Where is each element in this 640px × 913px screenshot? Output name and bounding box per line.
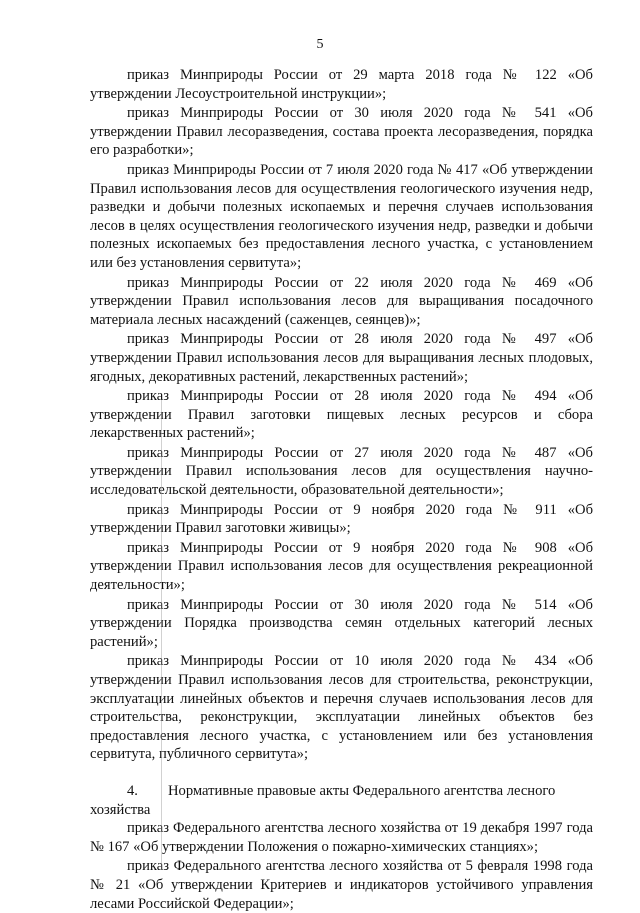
order-paragraph: приказ Минприроды России от 30 июля 2020 года № 541 «Об утверждении Правил лесоразведения, состава проекта лесоразведения, порядка его разработки»; (90, 105, 593, 159)
page-number: 5 (316, 37, 324, 52)
order-paragraph: приказ Минприроды России от 27 июля 2020 года № 487 «Об утверждении Правил использования лесов для осуществления научно-исследовательской деятельности, образовательной деятельности»; (90, 444, 593, 499)
order-paragraph: приказ Минприроды России от 28 июля 2020 года № 494 «Об утверждении Правил заготовки пищевых лесных ресурсов и сбора лекарственных растений»; (90, 388, 593, 442)
section-title: Нормативные правовые акты Федерального агентства лесного (168, 782, 556, 799)
order-paragraph: приказ Минприроды России от 10 июля 2020 года № 434 «Об утверждении Правил использования лесов для строительства, реконструкции, эксплуатации линейных объектов и перечня случаев использования лесов для строительства, реконструкции, эксплуатации линейных объектов без предоставления лесного участка, с установлением или без установления сервитута, публичного сервитута»; (90, 653, 593, 763)
scan-artifact-line (161, 400, 162, 870)
order-paragraph: приказ Минприроды России от 22 июля 2020 года № 469 «Об утверждении Правил использования лесов для выращивания посадочного материала лесных насаждений (саженцев, сеянцев)»; (90, 274, 593, 328)
order-paragraph: приказ Минприроды России от 28 июля 2020 года № 497 «Об утверждении Правил использования лесов для выращивания лесных плодовых, ягодных, декоративных растений, лекарственных растений»; (90, 331, 593, 385)
order-paragraph: приказ Минприроды России от 29 марта 2018 года № 122 «Об утверждении Лесоустроительной инструкции»; (90, 67, 593, 102)
order-paragraph: приказ Минприроды России от 9 ноября 2020 года № 911 «Об утверждении Правил заготовки живицы»; (90, 501, 593, 537)
section-heading (90, 782, 593, 801)
order-paragraph: приказ Федерального агентства лесного хозяйства от 5 февраля 1998 года № 21 «Об утверждении Критериев и индикаторов устойчивого управления лесами Российской Федерации»; (90, 858, 593, 912)
order-paragraph: приказ Федерального агентства лесного хозяйства от 19 декабря 1997 года № 167 «Об утверждении Положения о пожарно-химических станциях»; (90, 820, 593, 855)
section-number: 4. (127, 782, 138, 799)
section-title-continuation: хозяйства (90, 801, 151, 818)
document-body (90, 66, 593, 913)
order-paragraph: приказ Минприроды России от 9 ноября 2020 года № 908 «Об утверждении Правил использования лесов для осуществления рекреационной деятельности»; (90, 539, 593, 594)
order-paragraph: приказ Минприроды России от 7 июля 2020 года № 417 «Об утверждении Правил использования лесов для осуществления геологического изучения недр, разведки и добычи полезных ископаемых и перечня случаев использования лесов в целях осуществления геологического изучения недр, разведки и добычи полезных ископаемых без предоставления лесного участка, с установлением или без установления сервитута»; (90, 161, 593, 271)
order-paragraph: приказ Минприроды России от 30 июля 2020 года № 514 «Об утверждении Порядка производства семян отдельных категорий лесных растений»; (90, 596, 593, 650)
